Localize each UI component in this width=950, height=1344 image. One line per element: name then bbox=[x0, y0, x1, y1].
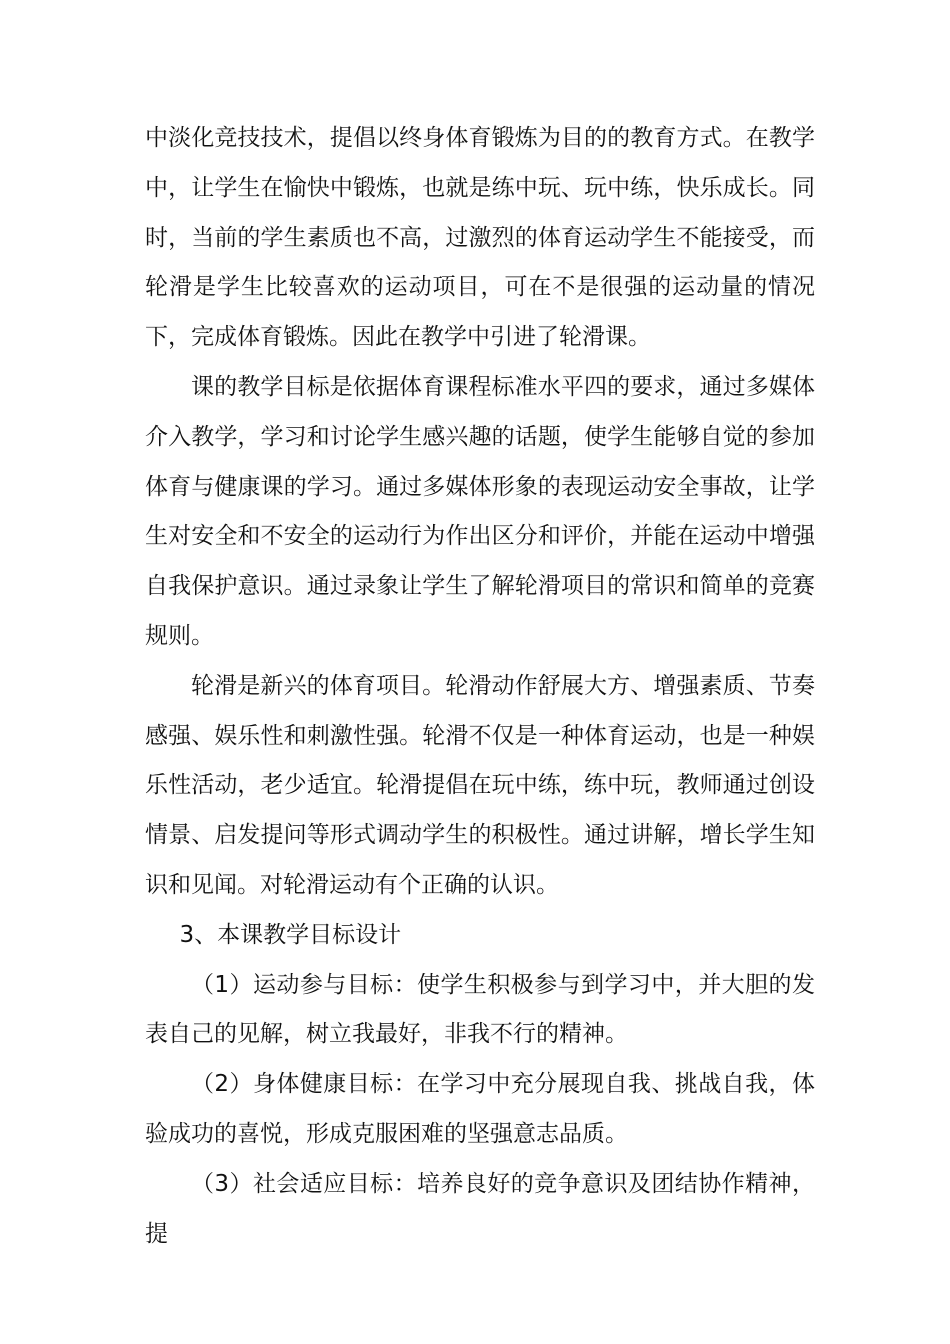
paragraph-roller-skating: 轮滑是新兴的体育项目。轮滑动作舒展大方、增强素质、节奏感强、娱乐性和刺激性强。轮滑不仅是一种体育运动，也是一种娱乐性活动，老少适宜。轮滑提倡在玩中练，练中玩，教师通过创设情景、启发提问等形式调动学生的积极性。通过讲解，增长学生知识和见闻。对轮滑运动有个正确的认识。 bbox=[145, 672, 815, 898]
paragraph-teaching-goals: 课的教学目标是依据体育课程标准水平四的要求，通过多媒体介入教学，学习和讨论学生感兴趣的话题，使学生能够自觉的参加体育与健康课的学习。通过多媒体形象的表现运动安全事故，让学生对安全和不安全的运动行为作出区分和评价，并能在运动中增强自我保护意识。通过录象让学生了解轮滑项目的常识和简单的竞赛规则。 bbox=[145, 373, 815, 649]
objective-item-2: （2）身体健康目标：在学习中充分展现自我、挑战自我，体验成功的喜悦，形成克服困难的坚强意志品质。 bbox=[145, 1071, 815, 1147]
objective-item-3: （3）社会适应目标：培养良好的竞争意识及团结协作精神，提 bbox=[145, 1170, 815, 1247]
section-heading: 3、本课教学目标设计 bbox=[179, 921, 402, 948]
objective-item-1: （1）运动参与目标：使学生积极参与到学习中，并大胆的发表自己的见解，树立我最好，非我不行的精神。 bbox=[145, 971, 815, 1048]
document-body bbox=[145, 114, 815, 1259]
paragraph-continuation: 中淡化竞技技术，提倡以终身体育锻炼为目的的教育方式。在教学中，让学生在愉快中锻炼，也就是练中玩、玩中练，快乐成长。同时，当前的学生素质也不高，过激烈的体育运动学生不能接受，而轮滑是学生比较喜欢的运动项目，可在不是很强的运动量的情况下，完成体育锻炼。因此在教学中引进了轮滑课。 bbox=[145, 125, 815, 351]
